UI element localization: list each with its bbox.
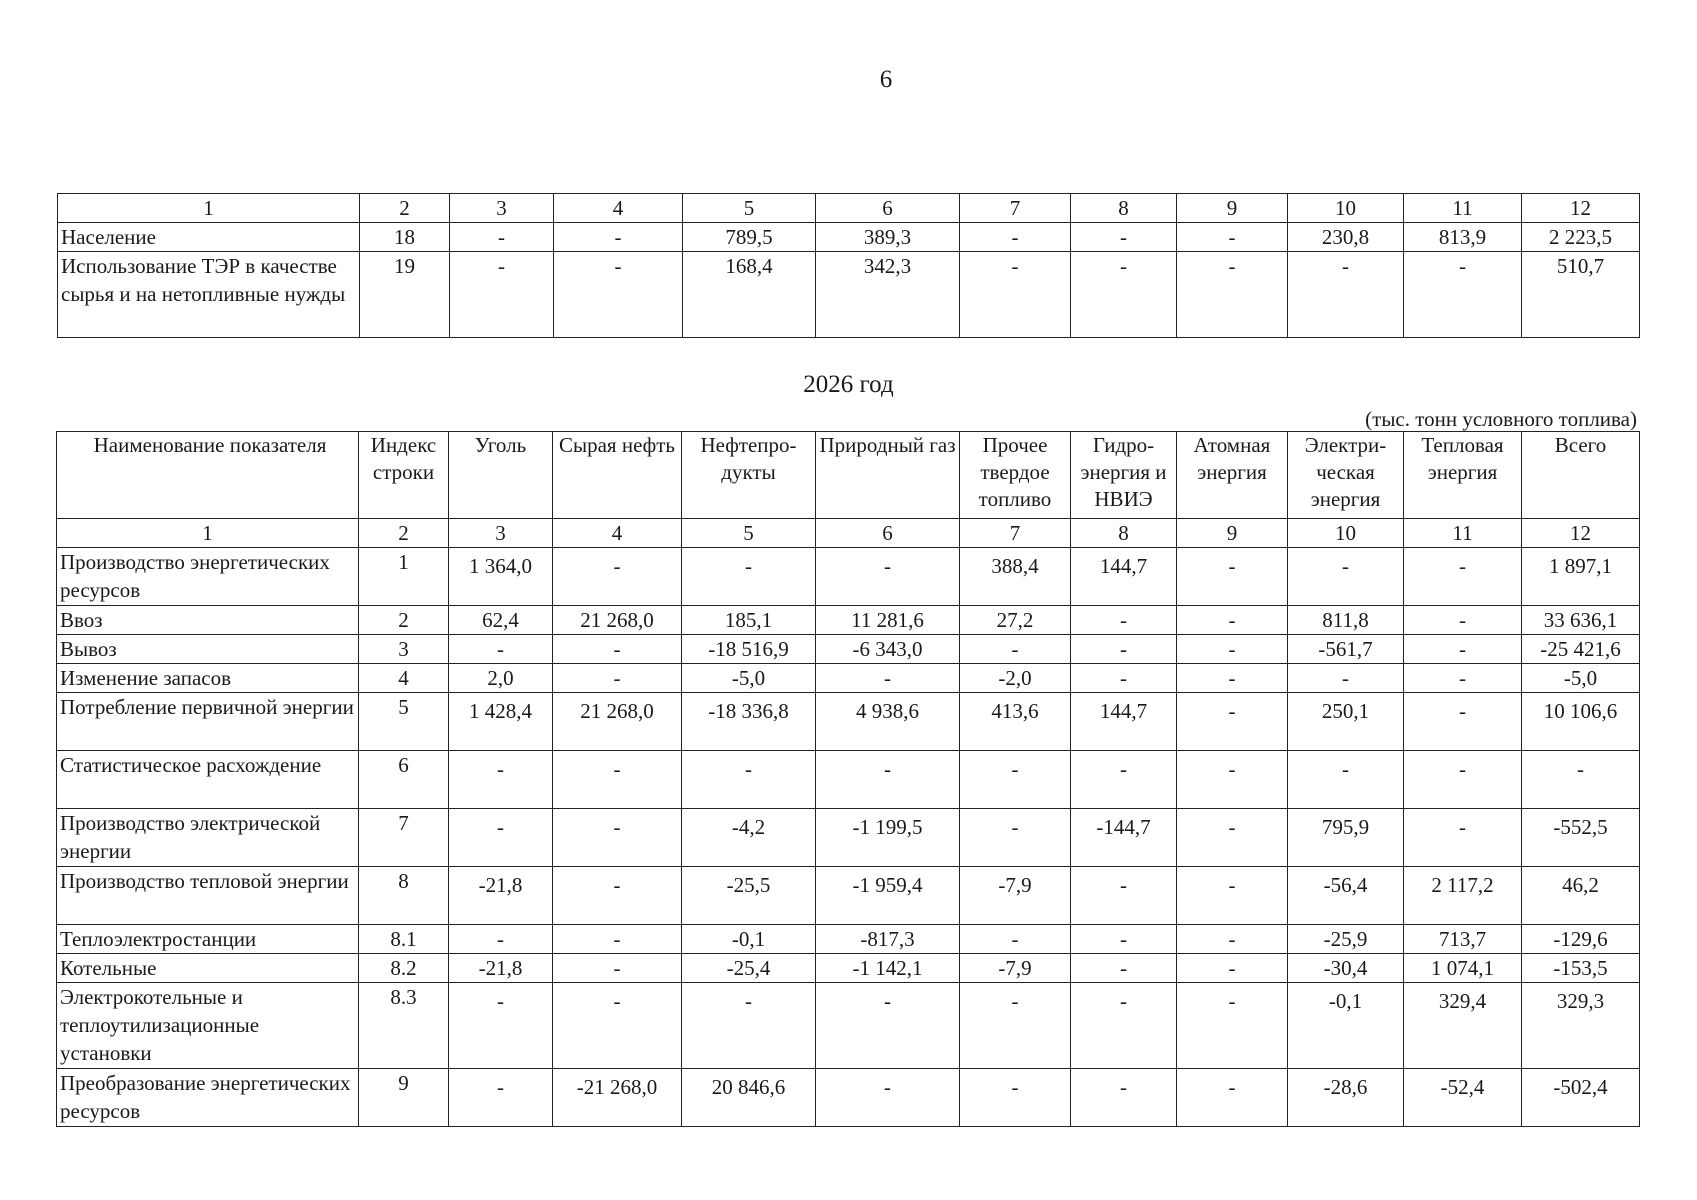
value-cell: -	[1071, 606, 1177, 635]
column-number: 6	[816, 194, 960, 223]
column-header: Наименование показателя	[57, 432, 359, 519]
value-cell: 329,4	[1404, 983, 1522, 1069]
table-row	[57, 1069, 1640, 1127]
value-cell: 10 106,6	[1522, 693, 1640, 751]
value-cell: -	[960, 1069, 1071, 1127]
value-cell: -	[960, 252, 1071, 338]
value-cell: -	[1071, 751, 1177, 809]
value-cell: -153,5	[1522, 954, 1640, 983]
value-cell: -	[682, 548, 816, 606]
column-header: Всего	[1522, 432, 1640, 519]
table-row	[57, 925, 1640, 954]
column-header: Уголь	[449, 432, 553, 519]
row-name: Ввоз	[57, 606, 359, 635]
value-cell: -	[1177, 1069, 1288, 1127]
value-cell: -56,4	[1288, 867, 1404, 925]
value-cell: -	[816, 1069, 960, 1127]
table-row	[57, 693, 1640, 751]
value-cell: -	[682, 983, 816, 1069]
value-cell: 795,9	[1288, 809, 1404, 867]
value-cell: -502,4	[1522, 1069, 1640, 1127]
value-cell: -	[1404, 252, 1522, 338]
value-cell: 813,9	[1404, 223, 1522, 252]
row-name: Котельные	[57, 954, 359, 983]
value-cell: -	[554, 252, 683, 338]
column-number: 12	[1522, 194, 1640, 223]
value-cell: -	[449, 1069, 553, 1127]
column-number: 10	[1288, 519, 1404, 548]
column-number: 8	[1071, 194, 1177, 223]
value-cell: 388,4	[960, 548, 1071, 606]
column-number: 7	[960, 194, 1071, 223]
row-index: 19	[360, 252, 450, 338]
table-row	[57, 548, 1640, 606]
value-cell: -	[816, 664, 960, 693]
value-cell: -	[1404, 809, 1522, 867]
table-row	[58, 252, 1640, 338]
value-cell: 230,8	[1288, 223, 1404, 252]
value-cell: 789,5	[683, 223, 816, 252]
row-name: Электрокотельные и теплоутилизационные установки	[57, 983, 359, 1069]
table-row	[57, 983, 1640, 1069]
value-cell: 33 636,1	[1522, 606, 1640, 635]
value-cell: -	[1177, 606, 1288, 635]
table-row	[58, 223, 1640, 252]
row-name: Использование ТЭР в качестве сырья и на нетопливные нужды	[58, 252, 360, 338]
column-number: 5	[683, 194, 816, 223]
value-cell: -	[553, 548, 682, 606]
value-cell: 4 938,6	[816, 693, 960, 751]
table-row	[57, 809, 1640, 867]
column-number: 8	[1071, 519, 1177, 548]
row-name: Производство тепловой энергии	[57, 867, 359, 925]
row-name: Преобразование энергетических ресурсов	[57, 1069, 359, 1127]
value-cell: -	[553, 954, 682, 983]
value-cell: -21,8	[449, 867, 553, 925]
value-cell: -817,3	[816, 925, 960, 954]
value-cell: -	[553, 635, 682, 664]
column-header: Тепловая энергия	[1404, 432, 1522, 519]
value-cell: -	[1404, 693, 1522, 751]
value-cell: -25,9	[1288, 925, 1404, 954]
value-cell: -0,1	[682, 925, 816, 954]
value-cell: -	[1177, 954, 1288, 983]
table-row	[57, 664, 1640, 693]
value-cell: 144,7	[1071, 548, 1177, 606]
column-number: 9	[1177, 194, 1288, 223]
value-cell: 20 846,6	[682, 1069, 816, 1127]
value-cell: -6 343,0	[816, 635, 960, 664]
value-cell: -5,0	[1522, 664, 1640, 693]
value-cell: -	[960, 635, 1071, 664]
value-cell: 413,6	[960, 693, 1071, 751]
value-cell: -30,4	[1288, 954, 1404, 983]
value-cell: -	[1071, 983, 1177, 1069]
value-cell: -	[1071, 1069, 1177, 1127]
row-index: 8.1	[359, 925, 449, 954]
value-cell: 510,7	[1522, 252, 1640, 338]
value-cell: -1 959,4	[816, 867, 960, 925]
value-cell: -552,5	[1522, 809, 1640, 867]
value-cell: -	[449, 925, 553, 954]
table-body	[57, 519, 1640, 1127]
value-cell: -	[1177, 867, 1288, 925]
column-number: 1	[57, 519, 359, 548]
column-header: Электри-ческая энергия	[1288, 432, 1404, 519]
column-number: 3	[449, 519, 553, 548]
value-cell: -	[816, 548, 960, 606]
value-cell: -25,4	[682, 954, 816, 983]
value-cell: 342,3	[816, 252, 960, 338]
value-cell: -	[960, 809, 1071, 867]
value-cell: -	[1177, 693, 1288, 751]
column-header: Прочее твердое топливо	[960, 432, 1071, 519]
energy-balance-table-2026	[56, 431, 1640, 1127]
continuation-table-body	[58, 194, 1640, 338]
value-cell: -25 421,6	[1522, 635, 1640, 664]
value-cell: -	[960, 925, 1071, 954]
value-cell: 21 268,0	[553, 693, 682, 751]
value-cell: -	[1404, 751, 1522, 809]
value-cell: -21,8	[449, 954, 553, 983]
value-cell: 11 281,6	[816, 606, 960, 635]
value-cell: -	[1177, 751, 1288, 809]
column-number: 11	[1404, 194, 1522, 223]
row-index: 2	[359, 606, 449, 635]
value-cell: 1 364,0	[449, 548, 553, 606]
value-cell: -	[682, 751, 816, 809]
value-cell: -	[1522, 751, 1640, 809]
value-cell: 185,1	[682, 606, 816, 635]
value-cell: -	[1288, 252, 1404, 338]
value-cell: -	[1071, 252, 1177, 338]
value-cell: 1 074,1	[1404, 954, 1522, 983]
value-cell: -	[1404, 664, 1522, 693]
value-cell: -	[816, 751, 960, 809]
column-header: Нефтепро-дукты	[682, 432, 816, 519]
column-number-row	[58, 194, 1640, 223]
column-number: 2	[360, 194, 450, 223]
value-cell: -	[1177, 664, 1288, 693]
value-cell: -	[449, 751, 553, 809]
row-index: 7	[359, 809, 449, 867]
row-name: Вывоз	[57, 635, 359, 664]
table-header	[57, 432, 1640, 519]
value-cell: -	[553, 867, 682, 925]
value-cell: -	[553, 983, 682, 1069]
value-cell: 2 117,2	[1404, 867, 1522, 925]
value-cell: -	[1404, 635, 1522, 664]
value-cell: -1 199,5	[816, 809, 960, 867]
value-cell: 250,1	[1288, 693, 1404, 751]
column-number: 4	[553, 519, 682, 548]
row-name: Теплоэлектростанции	[57, 925, 359, 954]
value-cell: -	[1177, 223, 1288, 252]
table-row	[57, 954, 1640, 983]
header-row	[57, 432, 1640, 519]
table-row	[57, 867, 1640, 925]
value-cell: -18 336,8	[682, 693, 816, 751]
value-cell: -	[1288, 751, 1404, 809]
value-cell: -	[1177, 252, 1288, 338]
column-number: 5	[682, 519, 816, 548]
value-cell: -144,7	[1071, 809, 1177, 867]
value-cell: 1 428,4	[449, 693, 553, 751]
page-number: 6	[879, 66, 893, 93]
column-header: Гидро-энергия и НВИЭ	[1071, 432, 1177, 519]
column-number: 3	[450, 194, 554, 223]
column-header: Сырая нефть	[553, 432, 682, 519]
value-cell: 389,3	[816, 223, 960, 252]
row-index: 8	[359, 867, 449, 925]
value-cell: 811,8	[1288, 606, 1404, 635]
row-index: 9	[359, 1069, 449, 1127]
row-name: Население	[58, 223, 360, 252]
value-cell: 27,2	[960, 606, 1071, 635]
table-row	[57, 606, 1640, 635]
value-cell: -	[960, 983, 1071, 1069]
value-cell: -	[553, 751, 682, 809]
value-cell: -	[960, 223, 1071, 252]
value-cell: -	[1288, 548, 1404, 606]
row-name: Статистическое расхождение	[57, 751, 359, 809]
value-cell: -	[553, 925, 682, 954]
value-cell: -25,5	[682, 867, 816, 925]
value-cell: 1 897,1	[1522, 548, 1640, 606]
value-cell: -	[960, 751, 1071, 809]
units-note: (тыс. тонн условного топлива)	[1365, 407, 1637, 431]
value-cell: -	[553, 809, 682, 867]
value-cell: -	[1288, 664, 1404, 693]
value-cell: -	[553, 664, 682, 693]
value-cell: -	[1177, 635, 1288, 664]
row-index: 4	[359, 664, 449, 693]
column-number-row	[57, 519, 1640, 548]
row-index: 1	[359, 548, 449, 606]
continuation-table	[57, 193, 1640, 338]
value-cell: -4,2	[682, 809, 816, 867]
value-cell: -	[1071, 925, 1177, 954]
value-cell: 62,4	[449, 606, 553, 635]
value-cell: -561,7	[1288, 635, 1404, 664]
value-cell: -	[450, 223, 554, 252]
value-cell: -0,1	[1288, 983, 1404, 1069]
row-name: Производство энергетических ресурсов	[57, 548, 359, 606]
value-cell: -	[1177, 548, 1288, 606]
column-number: 12	[1522, 519, 1640, 548]
value-cell: -	[554, 223, 683, 252]
value-cell: -129,6	[1522, 925, 1640, 954]
value-cell: 329,3	[1522, 983, 1640, 1069]
row-name: Потребление первичной энергии	[57, 693, 359, 751]
value-cell: -	[1177, 983, 1288, 1069]
column-number: 9	[1177, 519, 1288, 548]
value-cell: -	[450, 252, 554, 338]
column-number: 4	[554, 194, 683, 223]
value-cell: 2,0	[449, 664, 553, 693]
table-row	[57, 751, 1640, 809]
value-cell: -	[449, 635, 553, 664]
value-cell: -	[816, 983, 960, 1069]
row-index: 8.3	[359, 983, 449, 1069]
row-name: Производство электрической энергии	[57, 809, 359, 867]
value-cell: -	[1404, 606, 1522, 635]
value-cell: -	[1177, 925, 1288, 954]
value-cell: -	[1177, 809, 1288, 867]
row-index: 5	[359, 693, 449, 751]
row-index: 6	[359, 751, 449, 809]
column-number: 6	[816, 519, 960, 548]
column-header: Атомная энергия	[1177, 432, 1288, 519]
value-cell: -1 142,1	[816, 954, 960, 983]
value-cell: 144,7	[1071, 693, 1177, 751]
column-number: 11	[1404, 519, 1522, 548]
row-index: 3	[359, 635, 449, 664]
value-cell: -7,9	[960, 954, 1071, 983]
value-cell: 21 268,0	[553, 606, 682, 635]
value-cell: 46,2	[1522, 867, 1640, 925]
value-cell: -5,0	[682, 664, 816, 693]
value-cell: -	[449, 983, 553, 1069]
column-header: Индекс строки	[359, 432, 449, 519]
value-cell: -	[1404, 548, 1522, 606]
value-cell: -7,9	[960, 867, 1071, 925]
row-name: Изменение запасов	[57, 664, 359, 693]
table-row	[57, 635, 1640, 664]
value-cell: -21 268,0	[553, 1069, 682, 1127]
value-cell: -	[1071, 664, 1177, 693]
value-cell: 713,7	[1404, 925, 1522, 954]
value-cell: -	[1071, 223, 1177, 252]
value-cell: -52,4	[1404, 1069, 1522, 1127]
value-cell: -	[1071, 954, 1177, 983]
value-cell: -	[1071, 635, 1177, 664]
value-cell: -2,0	[960, 664, 1071, 693]
column-number: 1	[58, 194, 360, 223]
value-cell: -28,6	[1288, 1069, 1404, 1127]
row-index: 18	[360, 223, 450, 252]
value-cell: -	[1071, 867, 1177, 925]
value-cell: -18 516,9	[682, 635, 816, 664]
column-number: 2	[359, 519, 449, 548]
section-title: 2026 год	[803, 371, 894, 398]
row-index: 8.2	[359, 954, 449, 983]
value-cell: -	[449, 809, 553, 867]
value-cell: 2 223,5	[1522, 223, 1640, 252]
column-number: 7	[960, 519, 1071, 548]
column-header: Природный газ	[816, 432, 960, 519]
value-cell: 168,4	[683, 252, 816, 338]
column-number: 10	[1288, 194, 1404, 223]
